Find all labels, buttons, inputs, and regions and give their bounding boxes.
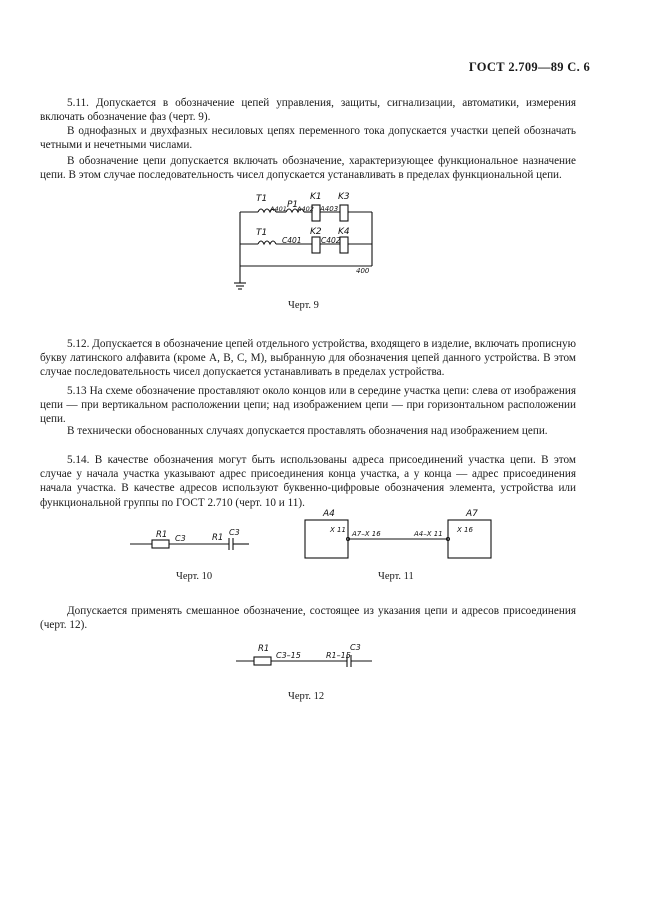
paragraph-5-14: 5.14. В качестве обозначения могут быть использованы адреса присоединений участка цепи. В этом случае у начала участка указывают адрес присоединения конца участка, а у конца — адрес присоединения начала участка. В качестве адресов используют буквенно-цифровые обозначения элемента, устройства или функциональной группы по ГОСТ 2.710 (черт. 10 и 11). — [40, 454, 576, 509]
caption-fig10: Черт. 10 — [176, 571, 213, 582]
fig10-label-c3b: C3 — [229, 528, 240, 537]
paragraph-mixed: Допускается применять смешанное обозначение, состоящее из указания цепи и адресов присоединения (черт. 12). — [40, 605, 576, 632]
fig10-label-r1: R1 — [156, 530, 168, 540]
paragraph-5-13: 5.13 На схеме обозначение проставляют около концов или в середине участка цепи: слева от изображения цепи — при вертикальном расположении цепи; над изображением цепи — при горизонтальном расположении цепи. — [40, 385, 576, 426]
paragraph-5-11-c: В обозначение цепи допускается включать обозначение, характеризующее функциональное назначение цепи. В этом случае последовательность чисел допускается устанавливать в пределах функциональной цепи. — [40, 155, 576, 182]
fig11-label-x11: X 11 — [330, 526, 346, 534]
paragraph-5-11: 5.11. Допускается в обозначение цепей управления, защиты, сигнализации, автоматики, измерения включать обозначение фаз (черт. 9). — [40, 97, 576, 124]
caption-fig12: Черт. 12 — [288, 691, 325, 702]
paragraph-5-13-b: В технически обоснованных случаях допускается проставлять обозначения над изображением цепи. — [67, 425, 548, 437]
label-c401: C401 — [282, 236, 302, 245]
caption-fig11: Черт. 11 — [378, 571, 414, 582]
fig11-label-x16: X 16 — [457, 526, 473, 534]
label-p1: P1 — [287, 200, 299, 210]
label-a403: A403 — [320, 205, 339, 213]
label-a401: A401 — [270, 205, 287, 213]
label-k2: K2 — [310, 227, 322, 237]
paragraph-5-11-b: В однофазных и двухфазных несиловых цепях переменного тока допускается участки цепей обозначать четными и нечетными числами. — [40, 125, 576, 152]
label-k3: K3 — [338, 192, 350, 202]
label-a402: A402 — [297, 205, 314, 213]
label-t1-top: T1 — [256, 194, 268, 204]
fig12-label-c3-15: C3–15 — [276, 651, 301, 660]
page-header: ГОСТ 2.709—89 С. 6 — [468, 60, 590, 74]
paragraph-5-12: 5.12. Допускается в обозначение цепей отдельного устройства, входящего в изделие, включать прописную букву латинского алфавита (кроме A, B, C, M), выбранную для обозначения цепей данного устройства. В этом случае последовательность чисел допускается устанавливать в пределах устройства. — [40, 338, 576, 379]
fig10-label-c3: C3 — [175, 534, 186, 543]
fig11-label-a4: A4 — [323, 509, 335, 519]
caption-fig9: Черт. 9 — [288, 300, 319, 311]
label-t1-bottom: T1 — [256, 228, 268, 238]
label-400: 400 — [356, 267, 370, 275]
label-k1: K1 — [310, 192, 322, 202]
label-c402: C402 — [321, 236, 341, 245]
fig11-label-a4x11: A4–X 11 — [414, 530, 443, 538]
fig11-label-a7x16: A7–X 16 — [352, 530, 381, 538]
fig12-label-r1: R1 — [258, 644, 270, 654]
fig10-label-r1b: R1 — [212, 533, 224, 543]
fig12-label-c3: C3 — [350, 643, 361, 652]
fig12-label-r1-15: R1–15 — [326, 651, 351, 660]
label-k4: K4 — [338, 227, 350, 237]
fig11-label-a7: A7 — [466, 509, 478, 519]
